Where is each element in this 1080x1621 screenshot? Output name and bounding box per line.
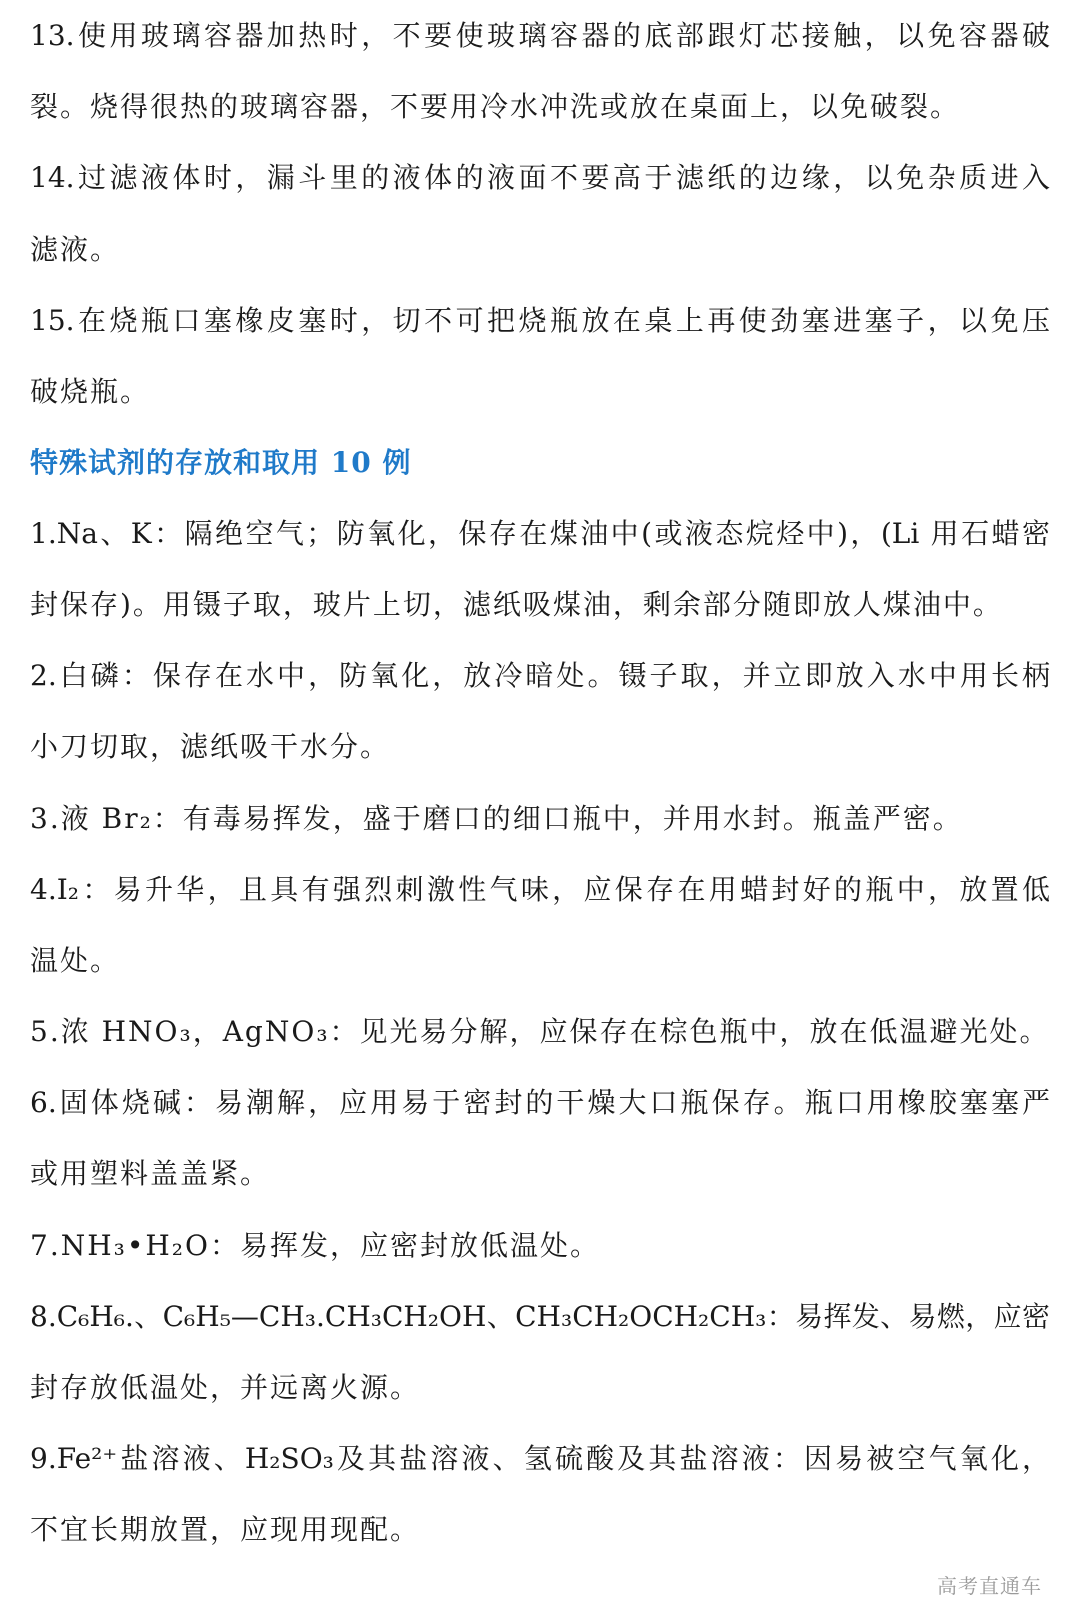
list-item-line: 9.Fe²⁺盐溶液、H₂SO₃及其盐溶液、氢硫酸及其盐溶液：因易被空气氧化， xyxy=(30,1442,1050,1475)
list-item-line: 不宜长期放置，应现用现配。 xyxy=(30,1513,421,1546)
list-item-line: 4.I₂：易升华，且具有强烈刺激性气味，应保存在用蜡封好的瓶中，放置低 xyxy=(30,873,1050,906)
list-item-line: 5.浓 HNO₃，AgNO₃：见光易分解，应保存在棕色瓶中，放在低温避光处。 xyxy=(30,1015,1050,1048)
list-item-line: 温处。 xyxy=(30,944,121,977)
watermark: 高考直通车 xyxy=(937,1574,1042,1598)
list-item-line: 3.液 Br₂：有毒易挥发，盛于磨口的细口瓶中，并用水封。瓶盖严密。 xyxy=(30,802,963,835)
text-line: 滤液。 xyxy=(30,233,121,266)
list-item-line: 7.NH₃•H₂O：易挥发，应密封放低温处。 xyxy=(30,1229,600,1262)
text-line: 破烧瓶。 xyxy=(30,375,151,408)
list-item-line: 6.固体烧碱：易潮解，应用易于密封的干燥大口瓶保存。瓶口用橡胶塞塞严 xyxy=(30,1086,1050,1119)
list-item-line: 2.白磷：保存在水中，防氧化，放冷暗处。镊子取，并立即放入水中用长柄 xyxy=(30,659,1050,692)
list-item-line: 封保存)。用镊子取，玻片上切，滤纸吸煤油，剩余部分随即放人煤油中。 xyxy=(30,588,1003,621)
text-line: 14.过滤液体时，漏斗里的液体的液面不要高于滤纸的边缘，以免杂质进入 xyxy=(30,161,1050,194)
list-item-line: 8.C₆H₆.、C₆H₅—CH₃.CH₃CH₂OH、CH₃CH₂OCH₂CH₃：易挥发、易燃，应密 xyxy=(30,1300,1050,1333)
text-line: 13.使用玻璃容器加热时，不要使玻璃容器的底部跟灯芯接触，以免容器破 xyxy=(30,19,1050,52)
list-item-line: 小刀切取，滤纸吸干水分。 xyxy=(30,730,391,763)
section-heading: 特殊试剂的存放和取用 10 例 xyxy=(30,446,412,479)
list-item-line: 封存放低温处，并远离火源。 xyxy=(30,1371,421,1404)
text-line: 裂。烧得很热的玻璃容器，不要用冷水冲洗或放在桌面上，以免破裂。 xyxy=(30,90,961,123)
text-line: 15.在烧瓶口塞橡皮塞时，切不可把烧瓶放在桌上再使劲塞进塞子，以免压 xyxy=(30,304,1050,337)
list-item-line: 或用塑料盖盖紧。 xyxy=(30,1157,271,1190)
list-item-line: 1.Na、K：隔绝空气；防氧化，保存在煤油中(或液态烷烃中)，(Li 用石蜡密 xyxy=(30,517,1050,550)
